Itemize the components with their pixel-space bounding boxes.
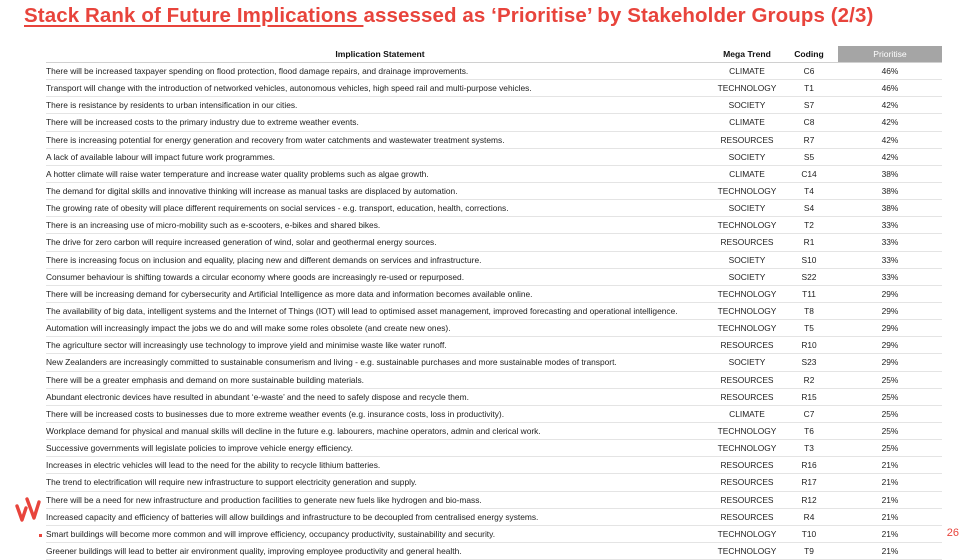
cell-code: C6 bbox=[780, 63, 838, 80]
table-row bbox=[46, 388, 942, 405]
cell-statement: There is increasing potential for energy generation and recovery from water catchments and wastewater treatment systems. bbox=[46, 131, 714, 148]
cell-pct: 21% bbox=[838, 457, 942, 474]
cell-trend: RESOURCES bbox=[714, 371, 780, 388]
cell-statement: Abundant electronic devices have resulted in abundant ‘e-waste’ and the need to safely dispose and recycle them. bbox=[46, 388, 714, 405]
table-row bbox=[46, 131, 942, 148]
cell-pct: 29% bbox=[838, 354, 942, 371]
title-underlined: Stack Rank of Future Implications bbox=[24, 4, 364, 27]
cell-statement: A hotter climate will raise water temperature and increase water quality problems such as algae growth. bbox=[46, 165, 714, 182]
cell-trend: SOCIETY bbox=[714, 148, 780, 165]
table-row bbox=[46, 63, 942, 80]
cell-trend: RESOURCES bbox=[714, 131, 780, 148]
cell-statement: The growing rate of obesity will place different requirements on social services - e.g. transport, education, health, corrections. bbox=[46, 200, 714, 217]
cell-code: R4 bbox=[780, 508, 838, 525]
cell-pct: 21% bbox=[838, 525, 942, 542]
cell-pct: 33% bbox=[838, 268, 942, 285]
cell-statement: There is resistance by residents to urban intensification in our cities. bbox=[46, 97, 714, 114]
table-row bbox=[46, 234, 942, 251]
cell-code: T4 bbox=[780, 182, 838, 199]
cell-trend: TECHNOLOGY bbox=[714, 302, 780, 319]
cell-statement: There will be increasing demand for cybersecurity and Artificial Intelligence as more data and information becomes available online. bbox=[46, 285, 714, 302]
cell-code: T1 bbox=[780, 80, 838, 97]
cell-pct: 46% bbox=[838, 80, 942, 97]
cell-code: R7 bbox=[780, 131, 838, 148]
cell-statement: The drive for zero carbon will require increased generation of wind, solar and geothermal energy sources. bbox=[46, 234, 714, 251]
cell-pct: 33% bbox=[838, 217, 942, 234]
cell-pct: 42% bbox=[838, 114, 942, 131]
table-row bbox=[46, 337, 942, 354]
cell-pct: 42% bbox=[838, 131, 942, 148]
cell-pct: 21% bbox=[838, 508, 942, 525]
cell-trend: SOCIETY bbox=[714, 251, 780, 268]
cell-code: T5 bbox=[780, 320, 838, 337]
cell-statement: There will be a greater emphasis and demand on more sustainable building materials. bbox=[46, 371, 714, 388]
cell-code: T3 bbox=[780, 440, 838, 457]
cell-code: T11 bbox=[780, 285, 838, 302]
cell-statement: Transport will change with the introduction of networked vehicles, autonomous vehicles, high speed rail and multi-purpose vehicles. bbox=[46, 80, 714, 97]
table-row bbox=[46, 200, 942, 217]
cell-code: R12 bbox=[780, 491, 838, 508]
cell-pct: 29% bbox=[838, 337, 942, 354]
cell-pct: 38% bbox=[838, 182, 942, 199]
table-row bbox=[46, 508, 942, 525]
cell-code: S10 bbox=[780, 251, 838, 268]
page-number: 26 bbox=[946, 527, 959, 539]
cell-trend: RESOURCES bbox=[714, 457, 780, 474]
cell-trend: CLIMATE bbox=[714, 114, 780, 131]
table-row bbox=[46, 251, 942, 268]
cell-trend: TECHNOLOGY bbox=[714, 217, 780, 234]
cell-statement: A lack of available labour will impact future work programmes. bbox=[46, 148, 714, 165]
cell-statement: There will be a need for new infrastructure and production facilities to generate new fuels like hydrogen and bio-mass. bbox=[46, 491, 714, 508]
table-body bbox=[46, 63, 942, 560]
cell-trend: RESOURCES bbox=[714, 388, 780, 405]
cell-code: S7 bbox=[780, 97, 838, 114]
table-row bbox=[46, 525, 942, 542]
page-title bbox=[24, 4, 873, 28]
table-row bbox=[46, 268, 942, 285]
cell-statement: Increases in electric vehicles will lead to the need for the ability to recycle lithium batteries. bbox=[46, 457, 714, 474]
cell-statement: Workplace demand for physical and manual skills will decline in the future e.g. labourers, machine operators, admin and clerical work. bbox=[46, 422, 714, 439]
cell-code: T6 bbox=[780, 422, 838, 439]
table-row bbox=[46, 371, 942, 388]
cell-trend: SOCIETY bbox=[714, 268, 780, 285]
cell-statement: New Zealanders are increasingly committed to sustainable consumerism and living - e.g. sustainable purchases and more sustainable modes of transport. bbox=[46, 354, 714, 371]
cell-trend: TECHNOLOGY bbox=[714, 285, 780, 302]
cell-statement: Consumer behaviour is shifting towards a circular economy where goods are increasingly re-used or repurposed. bbox=[46, 268, 714, 285]
cell-code: R1 bbox=[780, 234, 838, 251]
cell-pct: 21% bbox=[838, 542, 942, 559]
table-row bbox=[46, 474, 942, 491]
cell-trend: RESOURCES bbox=[714, 337, 780, 354]
cell-trend: TECHNOLOGY bbox=[714, 440, 780, 457]
header-statement: Implication Statement bbox=[46, 46, 714, 63]
cell-pct: 38% bbox=[838, 165, 942, 182]
cell-code: C8 bbox=[780, 114, 838, 131]
table-row bbox=[46, 422, 942, 439]
table-row bbox=[46, 405, 942, 422]
table-row bbox=[46, 302, 942, 319]
cell-statement: Successive governments will legislate policies to improve vehicle energy efficiency. bbox=[46, 440, 714, 457]
cell-trend: RESOURCES bbox=[714, 474, 780, 491]
cell-statement: There will be increased costs to the primary industry due to extreme weather events. bbox=[46, 114, 714, 131]
table-row bbox=[46, 148, 942, 165]
cell-code: C7 bbox=[780, 405, 838, 422]
cell-code: T2 bbox=[780, 217, 838, 234]
cell-statement: The trend to electrification will require new infrastructure to support electricity generation and supply. bbox=[46, 474, 714, 491]
cell-code: C14 bbox=[780, 165, 838, 182]
cell-pct: 25% bbox=[838, 371, 942, 388]
table-row bbox=[46, 542, 942, 559]
cell-trend: RESOURCES bbox=[714, 491, 780, 508]
table-row bbox=[46, 440, 942, 457]
cell-code: R17 bbox=[780, 474, 838, 491]
cell-code: S23 bbox=[780, 354, 838, 371]
cell-statement: There will be increased taxpayer spending on flood protection, flood damage repairs, and drainage improvements. bbox=[46, 63, 714, 80]
table-row bbox=[46, 457, 942, 474]
cell-code: T8 bbox=[780, 302, 838, 319]
cell-statement: Greener buildings will lead to better air environment quality, improving employee productivity and general health. bbox=[46, 542, 714, 559]
cell-code: S5 bbox=[780, 148, 838, 165]
table-row bbox=[46, 354, 942, 371]
table-row bbox=[46, 114, 942, 131]
cell-pct: 29% bbox=[838, 302, 942, 319]
table-row bbox=[46, 182, 942, 199]
cell-trend: TECHNOLOGY bbox=[714, 422, 780, 439]
cell-pct: 42% bbox=[838, 148, 942, 165]
cell-statement: The agriculture sector will increasingly use technology to improve yield and minimise waste like water runoff. bbox=[46, 337, 714, 354]
cell-pct: 33% bbox=[838, 234, 942, 251]
cell-code: R15 bbox=[780, 388, 838, 405]
cell-trend: TECHNOLOGY bbox=[714, 525, 780, 542]
cell-trend: TECHNOLOGY bbox=[714, 182, 780, 199]
cell-statement: The demand for digital skills and innovative thinking will increase as manual tasks are displaced by automation. bbox=[46, 182, 714, 199]
cell-trend: CLIMATE bbox=[714, 405, 780, 422]
table-row bbox=[46, 165, 942, 182]
cell-trend: CLIMATE bbox=[714, 165, 780, 182]
cell-pct: 29% bbox=[838, 320, 942, 337]
header-prioritise: Prioritise bbox=[838, 46, 942, 63]
cell-code: R16 bbox=[780, 457, 838, 474]
cell-code: T9 bbox=[780, 542, 838, 559]
cell-statement: Increased capacity and efficiency of batteries will allow buildings and infrastructure to be decoupled from centralised energy systems. bbox=[46, 508, 714, 525]
cell-trend: SOCIETY bbox=[714, 97, 780, 114]
cell-trend: SOCIETY bbox=[714, 354, 780, 371]
cell-pct: 25% bbox=[838, 440, 942, 457]
header-trend: Mega Trend bbox=[714, 46, 780, 63]
cell-trend: TECHNOLOGY bbox=[714, 320, 780, 337]
cell-code: S4 bbox=[780, 200, 838, 217]
cell-pct: 42% bbox=[838, 97, 942, 114]
cell-code: R2 bbox=[780, 371, 838, 388]
header-coding: Coding bbox=[780, 46, 838, 63]
cell-trend: SOCIETY bbox=[714, 200, 780, 217]
cell-trend: RESOURCES bbox=[714, 508, 780, 525]
cell-pct: 25% bbox=[838, 405, 942, 422]
brand-mark-icon bbox=[15, 494, 43, 542]
cell-trend: RESOURCES bbox=[714, 234, 780, 251]
cell-pct: 21% bbox=[838, 491, 942, 508]
cell-statement: Smart buildings will become more common and will improve efficiency, occupancy productivity, sustainability and security. bbox=[46, 525, 714, 542]
table-header-row bbox=[46, 46, 942, 63]
title-rest: assessed as ‘Prioritise’ by Stakeholder Groups (2/3) bbox=[363, 4, 874, 27]
cell-statement: There is increasing focus on inclusion and equality, placing new and different demands on services and infrastructure. bbox=[46, 251, 714, 268]
table-row bbox=[46, 320, 942, 337]
table-row bbox=[46, 97, 942, 114]
cell-trend: TECHNOLOGY bbox=[714, 80, 780, 97]
cell-pct: 21% bbox=[838, 474, 942, 491]
table-row bbox=[46, 491, 942, 508]
cell-pct: 46% bbox=[838, 63, 942, 80]
cell-pct: 25% bbox=[838, 388, 942, 405]
cell-statement: There is an increasing use of micro-mobility such as e-scooters, e-bikes and shared bikes. bbox=[46, 217, 714, 234]
cell-pct: 25% bbox=[838, 422, 942, 439]
table-row bbox=[46, 285, 942, 302]
cell-statement: Automation will increasingly impact the jobs we do and will make some roles obsolete (and create new ones). bbox=[46, 320, 714, 337]
cell-trend: CLIMATE bbox=[714, 63, 780, 80]
cell-pct: 38% bbox=[838, 200, 942, 217]
table-row bbox=[46, 80, 942, 97]
cell-pct: 29% bbox=[838, 285, 942, 302]
implications-table bbox=[46, 46, 942, 560]
cell-code: T10 bbox=[780, 525, 838, 542]
cell-trend: TECHNOLOGY bbox=[714, 542, 780, 559]
cell-statement: There will be increased costs to businesses due to more extreme weather events (e.g. insurance costs, loss in productivity). bbox=[46, 405, 714, 422]
table-row bbox=[46, 217, 942, 234]
cell-statement: The availability of big data, intelligent systems and the Internet of Things (IOT) will lead to optimised asset management, improved forecasting and operational intelligence. bbox=[46, 302, 714, 319]
cell-code: R10 bbox=[780, 337, 838, 354]
cell-code: S22 bbox=[780, 268, 838, 285]
cell-pct: 33% bbox=[838, 251, 942, 268]
